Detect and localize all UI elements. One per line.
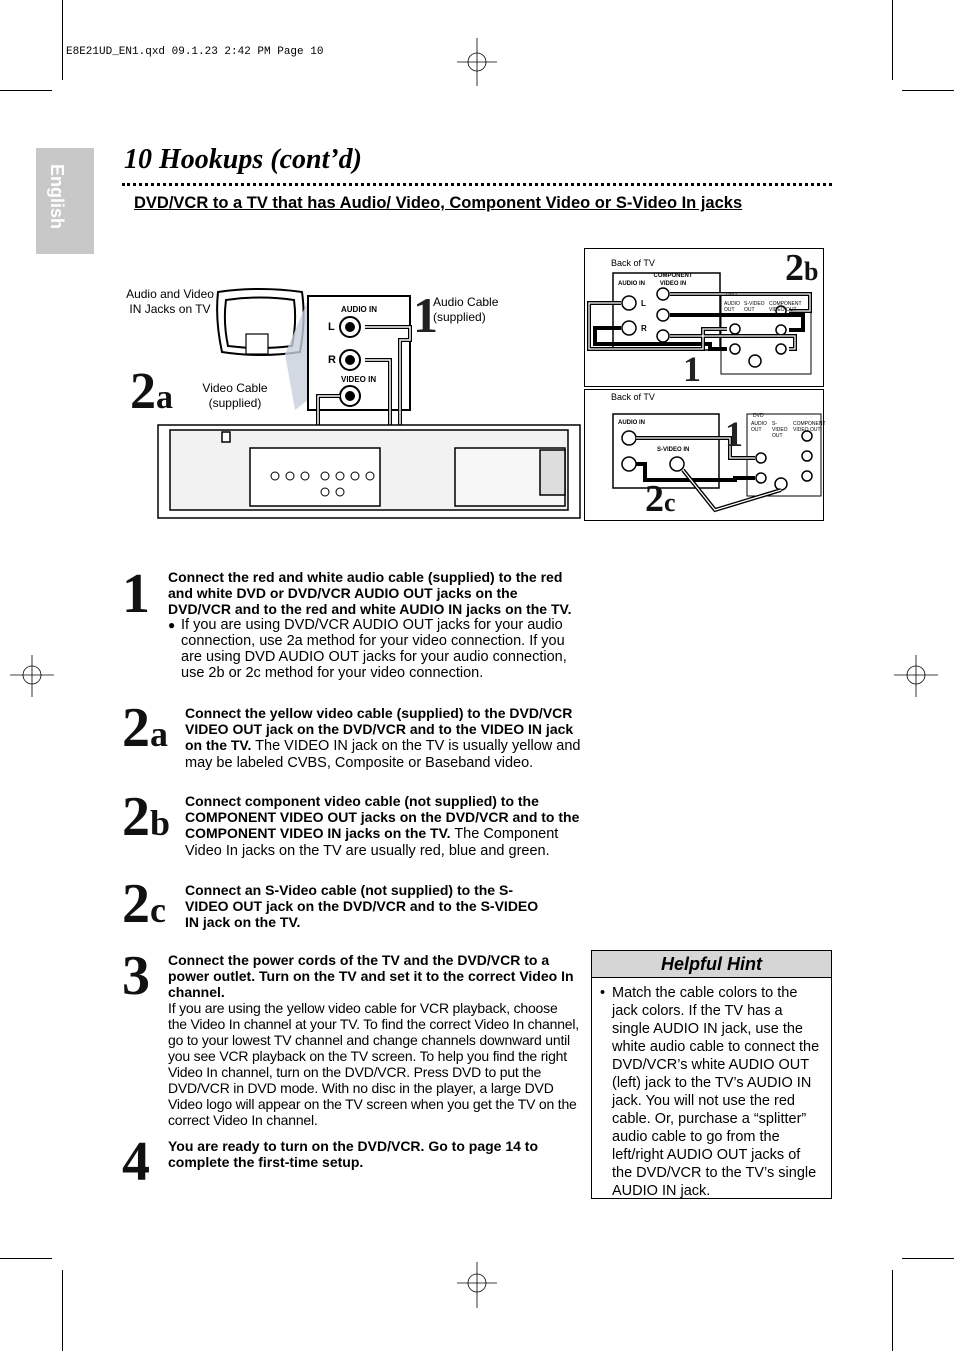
right-label: R	[328, 354, 336, 366]
language-label: English	[47, 164, 67, 230]
audio-in-label-2c: AUDIO IN	[618, 420, 645, 426]
step-2c-number: 2c	[122, 873, 166, 935]
audio-in-label-2b: AUDIO IN	[618, 281, 645, 287]
step-2b-text: Connect component video cable (not supplied) to the COMPONENT VIDEO OUT jacks on the DVD/VCR and to the COMPONENT VIDEO IN jacks on the TV. The Component Video In jacks on the TV are usually red, blue and green.	[185, 793, 580, 859]
step-4-number: 4	[122, 1131, 150, 1193]
callout-1: 1	[413, 287, 438, 343]
step-2a-text: Connect the yellow video cable (supplied) to the DVD/VCR VIDEO OUT jack on the DVD/VCR and to the VIDEO IN jack on the TV. The VIDEO IN jack on the TV is usually yellow and may be labeled CVBS, Composite or Baseband video.	[185, 705, 581, 771]
audio-cable-label: Audio Cable (supplied)	[433, 295, 499, 324]
hint-body: • Match the cable colors to the jack colors. If the TV has a single AUDIO IN jack, use the white audio cable to connect the DVD/VCR’s white AUDIO OUT (left) jack to the TV’s AUDIO IN jack. You will not use the red cable. Or, purchase a “splitter” audio cable to go from the left/right AUDIO OUT jacks of the DVD/VCR to the TV’s single AUDIO IN jack.	[600, 985, 820, 1199]
main-hookup-diagram	[120, 280, 590, 525]
audio-out-label-2c: AUDIO OUT	[751, 421, 767, 433]
file-info-line: E8E21UD_EN1.qxd 09.1.23 2:42 PM Page 10	[66, 46, 324, 58]
back-of-tv-label-2c: Back of TV	[611, 392, 655, 402]
svideo-out-label-2c: S-VIDEO OUT	[772, 421, 788, 439]
step-2b-number: 2b	[122, 786, 171, 848]
callout-2a: 2a	[130, 363, 173, 420]
s-video-diagram-art	[585, 390, 826, 520]
step-1-bullet: ● If you are using DVD/VCR AUDIO OUT jacks for your audio connection, use 2a method for your video connection. If you are using DVD AUDIO OUT jacks for your audio connection, use 2b or 2c method for your video connection.	[168, 617, 567, 681]
audio-in-label: AUDIO IN	[341, 305, 377, 314]
audio-out-label-2b: AUDIO OUT	[724, 301, 740, 313]
step-4-text: You are ready to turn on the DVD/VCR. Go to page 14 to complete the first-time setup.	[168, 1138, 539, 1170]
callout-1-2c: 1	[725, 414, 743, 454]
step-3-text: Connect the power cords of the TV and the DVD/VCR to a power outlet. Turn on the TV and set it to the correct Video In channel. If you are using the yellow video cable for VCR playback, choose the Video In channel at your TV. To find the correct Video In channel, go to your lowest TV channel and change channels downward until you see VCR playback on the TV screen. To help you find the right Video In channel, turn on the DVD/VCR. Press DVD to put the DVD/VCR in DVD mode. With no disc in the player, a large DVD Video logo will appear on the TV screen when you get the TV on the correct Video In channel.	[168, 952, 579, 1128]
title-divider	[122, 183, 832, 186]
r-label-2b: R	[641, 324, 647, 333]
section-subtitle: DVD/VCR to a TV that has Audio/ Video, Component Video or S-Video In jacks	[134, 194, 743, 212]
svideo-out-label-2b: S-VIDEO OUT	[744, 301, 765, 313]
language-tab	[36, 148, 94, 254]
component-in-label: COMPONENT VIDEO IN	[653, 273, 693, 287]
hint-title: Helpful Hint	[592, 951, 831, 978]
step-2a-number: 2a	[122, 697, 168, 759]
callout-2c: 2c	[645, 478, 676, 520]
video-in-label: VIDEO IN	[341, 375, 377, 384]
video-cable-label: Video Cable (supplied)	[202, 381, 268, 410]
step-2c-text: Connect an S-Video cable (not supplied) to the S-VIDEO OUT jack on the DVD/VCR and to the S-VIDEO IN jack on the TV.	[185, 882, 539, 930]
step-3-number: 3	[122, 945, 150, 1007]
left-label: L	[328, 321, 335, 333]
dvd-label-2c: DVD	[753, 413, 764, 419]
tv-jacks-label: Audio and Video IN Jacks on TV	[126, 287, 214, 316]
step-1-instruction: Connect the red and white audio cable (supplied) to the red and white DVD or DVD/VCR AUDIO OUT jacks on the DVD/VCR and to the red and white AUDIO IN jacks on the TV.	[168, 569, 572, 617]
l-label-2b: L	[641, 299, 646, 308]
step-1-text	[168, 569, 583, 681]
back-of-tv-label: Back of TV	[611, 258, 655, 268]
component-out-label-2b: COMPONENT VIDEO OUT	[769, 301, 802, 313]
component-diagram	[584, 248, 824, 387]
bullet-icon: ●	[168, 618, 176, 632]
svideo-in-label: S-VIDEO IN	[657, 447, 690, 453]
helpful-hint-box	[591, 950, 832, 1199]
dvd-label-2b: DVD	[726, 292, 737, 298]
s-video-diagram	[584, 389, 824, 521]
component-out-label-2c: COMPONENT VIDEO OUT	[793, 421, 826, 433]
page-title: 10 Hookups (cont’d)	[124, 144, 362, 175]
step-1-number: 1	[122, 563, 150, 625]
callout-2b: 2b	[785, 247, 819, 289]
callout-1-2b: 1	[683, 349, 701, 386]
